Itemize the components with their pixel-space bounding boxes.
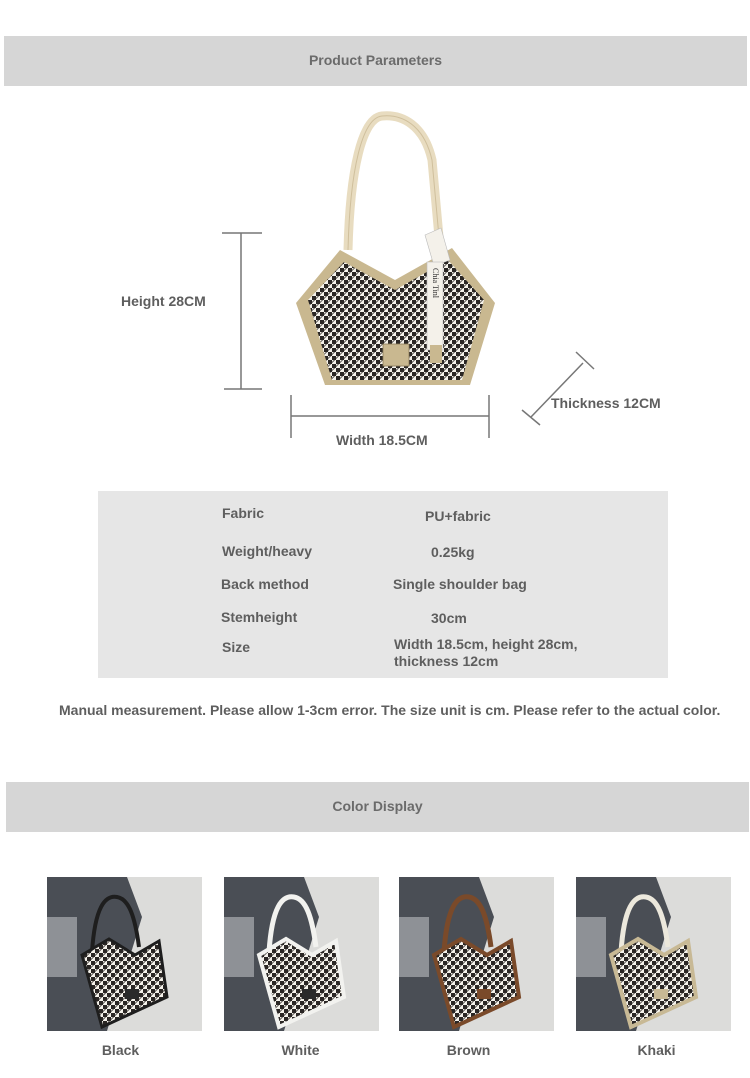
spec-value-size-line1: Width 18.5cm, height 28cm,: [394, 636, 578, 652]
spec-key-back-method: Back method: [221, 576, 309, 592]
height-label: Height 28CM: [121, 293, 206, 309]
spec-value-back-method: Single shoulder bag: [393, 576, 527, 592]
thickness-label: Thickness 12CM: [551, 395, 661, 411]
width-label: Width 18.5CM: [336, 432, 428, 448]
product-parameters-title: Product Parameters: [308, 52, 443, 68]
height-measure-line: [222, 233, 262, 389]
spec-table: [98, 491, 668, 678]
color-label-brown: Brown: [446, 1042, 491, 1058]
color-display-banner: [6, 782, 749, 832]
spec-value-stemheight: 30cm: [431, 610, 467, 626]
spec-key-size: Size: [222, 639, 251, 655]
color-display-title: Color Display: [332, 798, 423, 814]
bag-illustration: [296, 116, 495, 385]
color-label-black: Black: [101, 1042, 140, 1058]
spec-key-fabric: Fabric: [222, 505, 265, 521]
color-photo-white[interactable]: [224, 877, 379, 1031]
thickness-measure-line: [522, 352, 594, 425]
spec-value-fabric: PU+fabric: [425, 508, 491, 524]
color-photo-brown[interactable]: [399, 877, 554, 1031]
measurement-note: Manual measurement. Please allow 1-3cm error. The size unit is cm. Please refer to the actual color.: [59, 702, 721, 718]
spec-value-weight: 0.25kg: [431, 544, 475, 560]
color-label-white: White: [281, 1042, 320, 1058]
spec-key-stemheight: Stemheight: [221, 609, 298, 625]
bag-tag-text: Chia Tinl: [431, 268, 440, 299]
spec-key-weight: Weight/heavy: [222, 543, 312, 559]
color-label-khaki: Khaki: [637, 1042, 676, 1058]
spec-value-size-line2: thickness 12cm: [394, 653, 499, 669]
product-parameters-banner: [4, 36, 747, 86]
color-photo-khaki[interactable]: [576, 877, 731, 1031]
color-photo-black[interactable]: [47, 877, 202, 1031]
